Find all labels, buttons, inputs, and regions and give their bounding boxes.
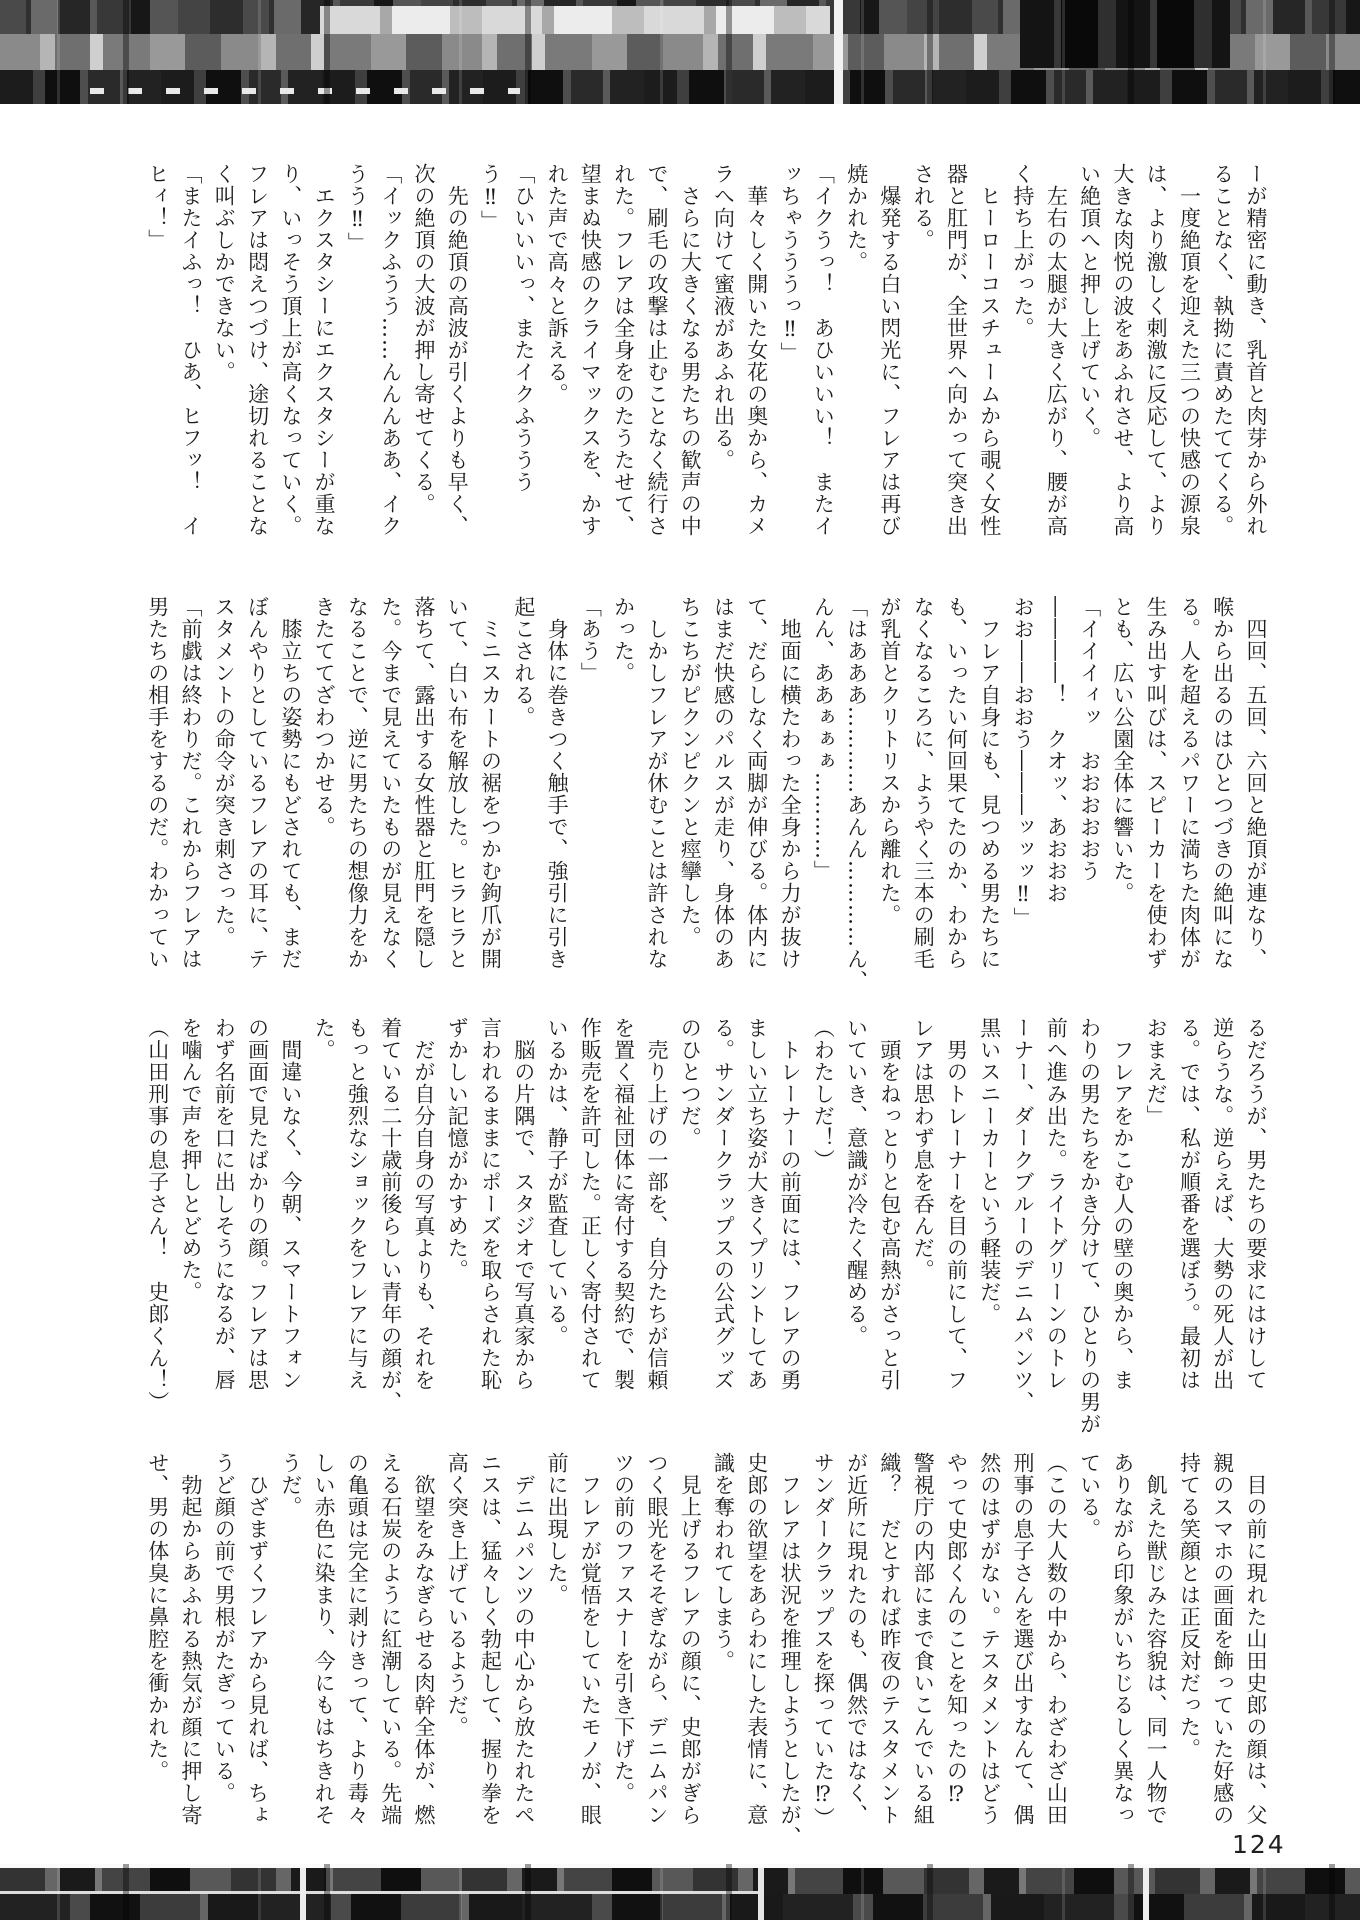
text-line: 望まぬ快感のクライマックスを、かす <box>578 163 603 537</box>
text-line: やって史郎くんのことを知ったの⁉ <box>944 1452 969 1807</box>
text-line: ひざまずくフレアから見れば、ちょ <box>245 1452 270 1826</box>
text-line: とも、広い公園全体に響いた。 <box>1110 596 1135 904</box>
text-line: うど顔の前で男根がたぎっている。 <box>212 1452 237 1804</box>
text-line: 持てる笑顔とは正反対だった。 <box>1177 1452 1202 1760</box>
text-line: （この大人数の中から、わざわざ山田 <box>1044 1452 1069 1826</box>
text-line: 「ひいいいっ、またイクふううう <box>511 163 536 493</box>
text-line: ることなく、執拗に責めたててくる。 <box>1210 163 1235 537</box>
text-line: 爆発する白い閃光に、フレアは再び <box>877 163 902 537</box>
text-line: 「イクうっ！ あひいいい！ またイ <box>811 163 836 537</box>
page-number: 124 <box>1232 1830 1286 1859</box>
text-line: つく眼光をそそぎながら、デニムパン <box>644 1452 669 1826</box>
text-line: が乳首とクリトリスから離れた。 <box>877 596 902 926</box>
text-line: される。 <box>911 163 936 251</box>
text-line: フレアは悶えつづけ、途切れることな <box>245 163 270 537</box>
text-line: ぼんやりとしているフレアの耳に、テ <box>245 596 270 970</box>
text-line: 「はあああ…………あんん…………ん、 <box>844 596 869 992</box>
text-line: 男たちの相手をするのだ。わかってい <box>145 596 170 970</box>
text-line: を置く福祉団体に寄付する契約で、製 <box>611 1017 636 1391</box>
text-line: 頭をねっとりと包む高熱がさっと引 <box>877 1017 902 1391</box>
text-line: 然のはずがない。テスタメントはどう <box>977 1452 1002 1826</box>
text-line: 左右の太腿が大きく広がり、腰が高 <box>1044 163 1069 537</box>
text-line: わず名前を口に出しそうになるが、唇 <box>212 1017 237 1391</box>
text-line: ニスは、猛々しく勃起して、握り拳を <box>478 1452 503 1826</box>
text-line: 「またイふっ！ ひあ、ヒフッ！ イ <box>179 163 203 537</box>
text-line: り、いっそう頂上が高くなっていく。 <box>278 163 303 537</box>
text-line: れた声で高々と訴える。 <box>545 163 570 405</box>
text-line: 四回、五回、六回と絶頂が連なり、 <box>1244 596 1268 970</box>
glitch-row <box>0 0 1360 34</box>
text-line: る。では、私が順番を選ぼう。最初は <box>1177 1017 1202 1391</box>
text-line: 逆らうな。逆らえば、大勢の死人が出 <box>1210 1017 1235 1391</box>
text-line: わりの男たちをかき分けて、ひとりの男が <box>1077 1017 1102 1435</box>
text-line: 焼かれた。 <box>844 163 869 273</box>
text-line: ヒーローコスチュームから覗く女性 <box>977 163 1002 537</box>
glitch-segment <box>300 1868 306 1920</box>
text-line: （山田刑事の息子さん！ 史郎くん！） <box>145 1017 170 1413</box>
text-line: える石炭のように紅潮している。先端 <box>378 1452 403 1826</box>
text-line: ている。 <box>1077 1452 1102 1540</box>
text-line: 「イックふうう……んんんああ、イク <box>378 163 403 537</box>
glitch-row <box>0 1868 1360 1894</box>
text-line: 勃起からあふれる熱気が顔に押し寄 <box>179 1452 203 1826</box>
text-line: おまえだ」 <box>1144 1017 1169 1127</box>
text-line: 落ちて、露出する女性器と肛門を隠し <box>411 596 436 970</box>
text-band-4 <box>140 1452 1272 1848</box>
text-line: ヒィ！」 <box>145 163 170 251</box>
text-line: 喉から出るのはひとつづきの絶叫にな <box>1210 596 1235 970</box>
text-line: フレアをかこむ人の壁の奥から、ま <box>1110 1017 1135 1391</box>
text-line: 地面に横たわった全身から力が抜け <box>778 596 803 970</box>
text-line: 目の前に現れた山田史郎の顔は、父 <box>1244 1452 1268 1826</box>
text-line: 一度絶頂を迎えた三つの快感の源泉 <box>1177 163 1202 537</box>
text-line: フレアが覚悟をしていたモノが、眼 <box>578 1452 603 1826</box>
text-line: 作販売を許可した。正しく寄付されて <box>578 1017 603 1391</box>
text-line: 売り上げの一部を、自分たちが信頼 <box>644 1017 669 1391</box>
text-line: はまだ快感のパルスが走り、身体のあ <box>711 596 736 970</box>
text-line: （わたしだ！） <box>811 1017 836 1171</box>
text-line: 刑事の息子さんを選び出すなんて、偶 <box>1011 1452 1036 1826</box>
glitch-segment <box>90 88 520 94</box>
text-line: 起こされる。 <box>511 596 536 728</box>
bottom-banner-glitch-art <box>0 1864 1360 1920</box>
text-line: しい赤色に染まり、今にもはちきれそ <box>312 1452 337 1826</box>
text-line: ーが精密に動き、乳首と肉芽から外れ <box>1244 163 1268 537</box>
text-line: 生み出す叫びは、スピーカーを使わず <box>1144 596 1169 970</box>
glitch-row <box>0 70 1360 104</box>
text-line: いていき、意識が冷たく醒める。 <box>844 1017 869 1347</box>
text-line: 識を奪われてしまう。 <box>711 1452 736 1672</box>
top-banner-glitch-art <box>0 0 1360 104</box>
text-line: 黒いスニーカーという軽装だ。 <box>977 1017 1002 1325</box>
text-line: の画面で見たばかりの顔。フレアは思 <box>245 1017 270 1391</box>
text-line: ーナー、ダークブルーのデニムパンツ、 <box>1011 1017 1036 1413</box>
text-line: た。 <box>312 1017 337 1061</box>
text-line: う‼」 <box>478 163 503 232</box>
text-line: もっと強烈なショックをフレアに与え <box>345 1017 370 1391</box>
text-line: 前に出現した。 <box>545 1452 570 1606</box>
text-line: 間違いなく、今朝、スマートフォン <box>278 1017 303 1391</box>
text-line: 器と肛門が、全世界へ向かって突き出 <box>944 163 969 537</box>
text-line: サンダークラップスを探っていた⁉） <box>811 1452 836 1829</box>
text-line: トレーナーの前面には、フレアの勇 <box>778 1017 803 1391</box>
text-line: 先の絶頂の高波が引くよりも早く、 <box>445 163 470 537</box>
text-line: だが自分自身の写真よりも、それを <box>411 1017 436 1391</box>
text-line: て、だらしなく両脚が伸びる。体内に <box>744 596 769 970</box>
text-line: 「あう」 <box>578 596 603 684</box>
glitch-row <box>0 1894 1360 1920</box>
text-line: のひとつだ。 <box>678 1017 703 1149</box>
text-line: ましい立ち姿が大きくプリントしてあ <box>744 1017 769 1391</box>
glitch-row <box>0 1864 1360 1868</box>
text-line: いるかは、静子が監査している。 <box>545 1017 570 1347</box>
text-line: 脳の片隅で、スタジオで写真家から <box>511 1017 536 1391</box>
text-line: レアは思わず息を呑んだ。 <box>911 1017 936 1281</box>
text-line: おお――おおう―――ッッッ‼」 <box>1011 596 1036 929</box>
text-line: が近所に現れたのも、偶然ではなく、 <box>844 1452 869 1826</box>
text-line: るだろうが、男たちの要求にはけして <box>1244 1017 1268 1391</box>
text-line: 着ている二十歳前後らしい青年の顔が、 <box>378 1017 403 1413</box>
text-line: 警視庁の内部にまで食いこんでいる組 <box>911 1452 936 1826</box>
text-line: 欲望をみなぎらせる肉幹全体が、燃 <box>411 1452 436 1826</box>
text-line: ミニスカートの裾をつかむ鉤爪が開 <box>478 596 503 970</box>
text-line: ツの前のファスナーを引き下げた。 <box>611 1452 636 1804</box>
text-line: フレアは状況を推理しようとしたが、 <box>778 1452 803 1848</box>
text-line: 次の絶頂の大波が押し寄せてくる。 <box>411 163 436 515</box>
text-line: 史郎の欲望をあらわにした表情に、意 <box>744 1452 769 1826</box>
text-line: エクスタシーにエクスタシーが重な <box>312 163 337 537</box>
text-line: なることで、逆に男たちの想像力をか <box>345 596 370 970</box>
text-line: しかしフレアが休むことは許されな <box>644 596 669 970</box>
text-line: 親のスマホの画面を飾っていた好感の <box>1210 1452 1235 1826</box>
text-line: ラへ向けて蜜液があふれ出る。 <box>711 163 736 471</box>
text-line: 飢えた獣じみた容貌は、同一人物で <box>1144 1452 1169 1826</box>
text-line: ありながら印象がいちじるしく異なっ <box>1110 1452 1135 1826</box>
text-line: 大きな肉悦の波をあふれさせ、より高 <box>1110 163 1135 537</box>
text-line: 高く突き上げているようだ。 <box>445 1452 470 1738</box>
text-line: うう‼」 <box>345 163 370 254</box>
text-line: ずかしい記憶がかすめた。 <box>445 1017 470 1281</box>
glitch-segment <box>1020 0 1230 68</box>
text-line: 華々しく開いた女花の奥から、カメ <box>744 163 769 537</box>
text-line: 身体に巻きつく触手で、強引に引き <box>545 596 570 970</box>
text-line: 「前戯は終わりだ。これからフレアは <box>179 596 203 970</box>
glitch-segment <box>758 1868 764 1920</box>
glitch-segment <box>834 0 843 104</box>
text-line: た。今まで見えていたものが見えなく <box>378 596 403 970</box>
text-line: 「イイイィッ おおおおおう <box>1077 596 1102 882</box>
text-line: で、刷毛の攻撃は止むことなく続行さ <box>644 163 669 537</box>
text-line: 膝立ちの姿勢にもどされても、まだ <box>278 596 303 970</box>
text-line: 見上げるフレアの顔に、史郎がぎら <box>678 1452 703 1826</box>
text-line: い絶頂へと押し上げていく。 <box>1077 163 1102 449</box>
text-line: る。人を超えるパワーに満ちた肉体が <box>1177 596 1202 970</box>
text-line: きたててざわつかせる。 <box>312 596 337 838</box>
text-line: いて、白い布を解放した。ヒラヒラと <box>445 596 470 970</box>
glitch-segment <box>0 1891 760 1894</box>
text-band-3 <box>140 1017 1272 1435</box>
text-line: フレア自身にも、見つめる男たちに <box>977 596 1002 970</box>
text-line: れた。フレアは全身をのたうたせて、 <box>611 163 636 537</box>
text-line: せ、男の体臭に鼻腔を衝かれた。 <box>145 1452 170 1782</box>
text-line: ッちゃうううっ‼」 <box>778 163 803 364</box>
text-line: く叫ぶしかできない。 <box>212 163 237 383</box>
glitch-row <box>0 34 1360 70</box>
text-line: を噛んで声を押しとどめた。 <box>179 1017 203 1303</box>
text-line: うだ。 <box>278 1452 303 1518</box>
text-line: く持ち上がった。 <box>1011 163 1036 339</box>
text-line: る。サンダークラップスの公式グッズ <box>711 1017 736 1391</box>
text-line: も、いったい何回果てたのか、わから <box>944 596 969 970</box>
glitch-segment <box>1143 1868 1149 1920</box>
glitch-segment <box>320 6 830 34</box>
text-line: 男のトレーナーを目の前にして、フ <box>944 1017 969 1391</box>
text-band-2 <box>140 596 1272 992</box>
text-line: 言われるままにポーズを取らされた恥 <box>478 1017 503 1391</box>
text-line: ――――！ クオッ、あおおお <box>1044 596 1069 904</box>
text-line: なくなるころに、ようやく三本の刷毛 <box>911 596 936 970</box>
text-line: んん、ああぁぁぁ…………」 <box>811 596 836 882</box>
text-line: さらに大きくなる男たちの歓声の中 <box>678 163 703 537</box>
text-line: ちこちがピクンピクンと痙攣した。 <box>678 596 703 948</box>
text-line: 織？ だとすれば昨夜のテスタメント <box>877 1452 902 1826</box>
text-line: の亀頭は完全に剥けきって、より毒々 <box>345 1452 370 1826</box>
text-line: 前へ進み出た。ライトグリーンのトレ <box>1044 1017 1069 1391</box>
text-line: は、より激しく刺激に反応して、より <box>1144 163 1169 537</box>
text-line: スタメントの命令が突き刺さった。 <box>212 596 237 948</box>
text-line: デニムパンツの中心から放たれたペ <box>511 1452 536 1826</box>
text-line: かった。 <box>611 596 636 684</box>
text-band-1 <box>140 163 1272 535</box>
